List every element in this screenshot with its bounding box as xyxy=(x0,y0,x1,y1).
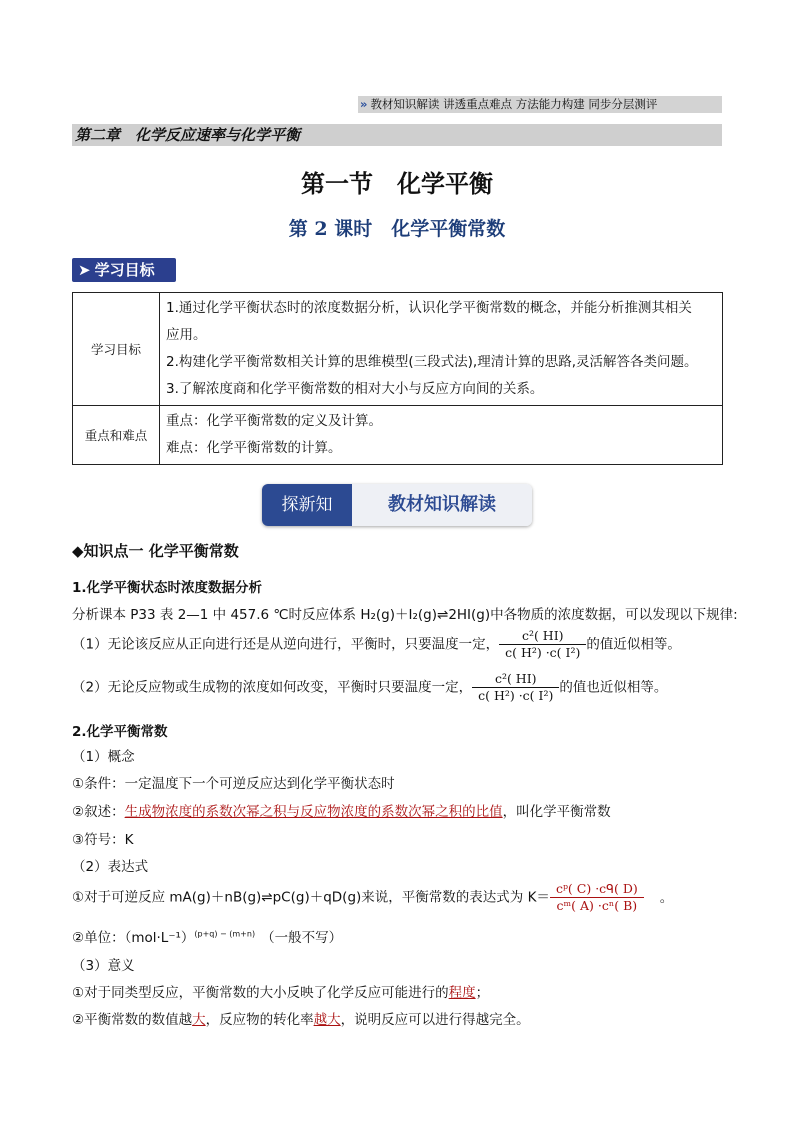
symbol-text: ③符号：K xyxy=(72,832,134,848)
header-tagline: 教材知识解读 讲透重点难点 方法能力构建 同步分层测评 xyxy=(370,97,658,111)
goal-item: 2.构建化学平衡常数相关计算的思维模型(三段式法),理清计算的思路,灵活解答各类问题。 xyxy=(166,354,698,370)
explore-banner-right: 教材知识解读 xyxy=(352,484,532,526)
section1-item2 xyxy=(72,671,667,704)
meaning-item2 xyxy=(72,1008,530,1028)
item1-text-post: 的值近似相等。 xyxy=(586,636,681,653)
item2-text-pre: （2）无论反应物或生成物的浓度如何改变，平衡时只要温度一定， xyxy=(72,679,473,696)
k-expression-fraction xyxy=(550,881,644,914)
unit-pre: ②单位：（mol·L⁻¹） xyxy=(72,930,195,946)
expression-pre: ①对于可逆反应 mA(g)＋nB(g)⇌pC(g)＋qD(g)来说，平衡常数的表达式为 K＝ xyxy=(72,889,550,906)
focus-row-content xyxy=(160,406,723,465)
chapter-title-bar xyxy=(72,124,722,146)
meaning1-red: 程度 xyxy=(448,985,476,1001)
statement-post: ，叫化学平衡常数 xyxy=(502,804,611,820)
expression-line xyxy=(72,881,673,914)
meaning1-post: ； xyxy=(475,985,490,1001)
goal-item: 3.了解浓度商和化学平衡常数的相对大小与反应方向间的关系。 xyxy=(166,381,544,397)
expression-post: 。 xyxy=(659,889,674,906)
statement-text xyxy=(72,800,611,820)
concept-label: （1）概念 xyxy=(72,749,135,765)
table-row xyxy=(73,293,723,406)
meaning1-pre: ①对于同类型反应，平衡常数的大小反映了化学反应可能进行的 xyxy=(72,985,449,1001)
meaning-label: （3）意义 xyxy=(72,958,135,974)
unit-post: （一般不写） xyxy=(261,930,343,946)
fraction-denominator: cᵐ( A) ·cⁿ( B) xyxy=(556,898,638,913)
meaning2-red2: 越大 xyxy=(313,1012,341,1028)
section1-heading: 1.化学平衡状态时浓度数据分析 xyxy=(72,580,263,596)
focus-item: 难点：化学平衡常数的计算。 xyxy=(166,440,342,456)
section2-heading: 2.化学平衡常数 xyxy=(72,724,168,740)
fraction-numerator: c²( HI) xyxy=(499,628,586,645)
knowledge-point-heading: ◆知识点一 化学平衡常数 xyxy=(72,542,239,560)
hi-fraction-2 xyxy=(472,671,559,704)
goals-banner xyxy=(72,258,176,282)
table-row xyxy=(73,406,723,465)
section1-item1 xyxy=(72,628,681,661)
header-tagline-bar xyxy=(358,96,722,113)
goals-banner-label: 学习目标 xyxy=(94,261,155,279)
goal-item: 应用。 xyxy=(166,327,207,343)
unit-exponent: (p+q) − (m+n) xyxy=(194,929,256,939)
section-title: 第一节 化学平衡 xyxy=(301,169,493,198)
fraction-numerator: cᵖ( C) ·cᑫ( D) xyxy=(550,881,644,898)
meaning2-b: ，反应物的转化率 xyxy=(205,1012,314,1028)
statement-red: 生成物浓度的系数次幂之积与反应物浓度的系数次幂之积的比值 xyxy=(124,804,503,820)
fraction-denominator: c( H²) ·c( I²) xyxy=(478,688,554,703)
lesson-title: 第 2 课时 化学平衡常数 xyxy=(288,218,506,240)
section1-intro: 分析课本 P33 表 2—1 中 457.6 ℃时反应体系 H₂(g)＋I₂(g)⇌2HI(g)中各物质的浓度数据，可以发现以下规律: xyxy=(72,607,738,623)
chapter-title: 第二章 化学反应速率与化学平衡 xyxy=(75,126,301,144)
meaning-item1 xyxy=(72,981,489,1001)
hi-fraction-1 xyxy=(499,628,586,661)
fraction-denominator: c( H²) ·c( I²) xyxy=(505,645,581,660)
unit-text xyxy=(72,926,342,946)
explore-banner xyxy=(262,484,532,526)
statement-pre: ②叙述： xyxy=(72,804,125,820)
goals-table xyxy=(72,292,723,465)
focus-item: 重点：化学平衡常数的定义及计算。 xyxy=(166,413,382,429)
item1-text-pre: （1）无论该反应从正向进行还是从逆向进行，平衡时，只要温度一定， xyxy=(72,636,500,653)
double-chevron-icon: » xyxy=(360,97,368,111)
arrow-right-icon: ➤ xyxy=(78,261,91,279)
goal-item: 1.通过化学平衡状态时的浓度数据分析，认识化学平衡常数的概念，并能分析推测其相关 xyxy=(166,300,692,316)
goals-row-label: 学习目标 xyxy=(73,293,160,406)
item2-text-post: 的值也近似相等。 xyxy=(559,679,668,696)
meaning2-red1: 大 xyxy=(192,1012,206,1028)
meaning2-c: ，说明反应可以进行得越完全。 xyxy=(340,1012,530,1028)
focus-row-label: 重点和难点 xyxy=(73,406,160,465)
goals-row-content xyxy=(160,293,723,406)
condition-text: ①条件：一定温度下一个可逆反应达到化学平衡状态时 xyxy=(72,776,395,792)
fraction-numerator: c²( HI) xyxy=(472,671,559,688)
explore-banner-left: 探新知 xyxy=(262,484,352,526)
meaning2-a: ②平衡常数的数值越 xyxy=(72,1012,193,1028)
expression-label: （2）表达式 xyxy=(72,859,149,875)
